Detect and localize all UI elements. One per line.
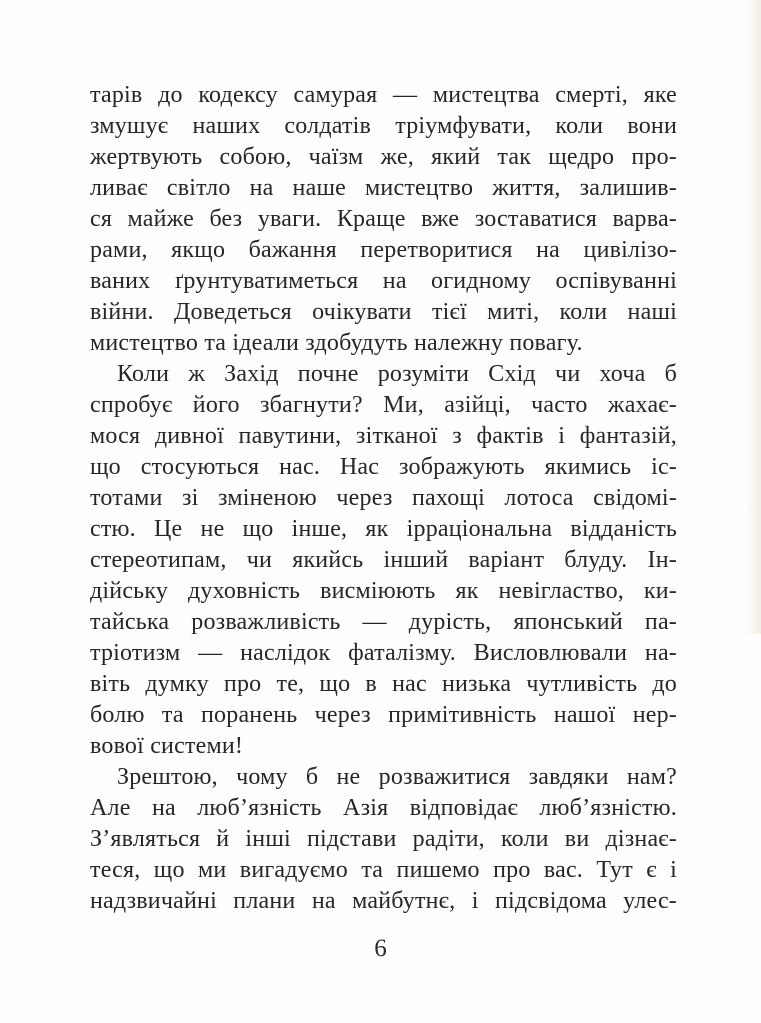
- text-line: ливає світло на наше мистецтво життя, залишив-: [90, 175, 677, 201]
- text-line: стю. Це не що інше, як ірраціональна відданість: [90, 516, 677, 542]
- text-line: Але на люб’язність Азія відповідає люб’язністю.: [90, 795, 677, 821]
- text-line: дійську духовність висміюють як невігластво, ки-: [90, 578, 677, 604]
- text-line: тотами зі зміненою через пахощі лотоса свідомі-: [90, 485, 677, 511]
- text-line: тріотизм — наслідок фаталізму. Висловлювали на-: [90, 640, 677, 666]
- text-line: Зрештою, чому б не розважитися завдяки нам?: [117, 764, 677, 790]
- text-line: Коли ж Захід почне розуміти Схід чи хоча б: [117, 361, 677, 387]
- text-line: мистецтво та ідеали здобудуть належну повагу.: [90, 330, 583, 356]
- text-line: тарів до кодексу самурая — мистецтва смерті, яке: [90, 82, 677, 108]
- text-line: тайська розважливість — дурість, японський па-: [90, 609, 677, 635]
- text-line: війни. Доведеться очікувати тієї миті, коли наші: [90, 299, 677, 325]
- text-line: змушує наших солдатів тріумфувати, коли вони: [90, 113, 677, 139]
- text-line: ваних ґрунтуватиметься на огидному оспівуванні: [90, 268, 677, 294]
- text-line: болю та поранень через примітивність нашої нер-: [90, 702, 677, 728]
- text-line: вової системи!: [90, 733, 244, 759]
- scan-edge-shadow: [745, 0, 761, 634]
- text-line: віть думку про те, що в нас низька чутливість до: [90, 671, 677, 697]
- text-line: спробує його збагнути? Ми, азійці, часто жахає-: [90, 392, 677, 418]
- text-line: мося дивної павутини, зітканої з фактів і фантазій,: [90, 423, 677, 449]
- page-number: 6: [374, 935, 387, 962]
- text-line: що стосуються нас. Нас зображують якимись іс-: [90, 454, 677, 480]
- text-line: З’являться й інші підстави радіти, коли ви дізнає-: [90, 826, 677, 852]
- text-line: стереотипам, чи якийсь інший варіант блуду. Ін-: [90, 547, 677, 573]
- text-line: рами, якщо бажання перетворитися на цивілізо-: [90, 237, 677, 263]
- text-block: [90, 80, 677, 917]
- text-line: теся, що ми вигадуємо та пишемо про вас. Тут є і: [90, 857, 677, 883]
- text-line: надзвичайні плани на майбутнє, і підсвідома улес-: [90, 888, 677, 914]
- text-line: жертвують собою, чаїзм же, який так щедро про-: [90, 144, 677, 170]
- text-line: ся майже без уваги. Краще вже зоставатися варва-: [90, 206, 677, 232]
